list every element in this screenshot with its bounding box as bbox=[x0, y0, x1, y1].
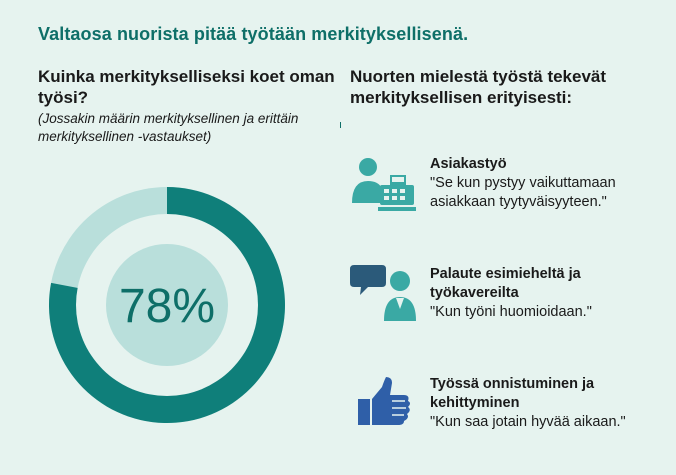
right-column bbox=[350, 66, 670, 108]
reason-quote: "Kun työni huomioidaan." bbox=[430, 304, 592, 320]
reason-text bbox=[430, 375, 670, 432]
donut-value-label: 78% bbox=[118, 280, 216, 333]
reasons-title: Nuorten mielestä työstä tekevät merkityksellisen erityisesti: bbox=[350, 67, 607, 107]
reason-label: Asiakastyö bbox=[430, 156, 507, 172]
feedback-speech-icon bbox=[350, 265, 418, 325]
thumbs-up-icon bbox=[350, 375, 418, 435]
reason-text bbox=[430, 155, 670, 212]
column-divider bbox=[340, 122, 341, 128]
page-title: Valtaosa nuorista pitää työtään merkityksellisenä. bbox=[38, 24, 469, 44]
question-subtitle: (Jossakin määrin merkityksellinen ja erittäin merkityksellinen -vastaukset) bbox=[38, 111, 299, 144]
reason-quote: "Se kun pystyy vaikuttamaan asiakkaan tyytyväisyyteen." bbox=[430, 175, 616, 210]
reason-text bbox=[430, 265, 670, 322]
cashier-icon bbox=[350, 155, 418, 215]
reason-label: Työssä onnistuminen ja kehittyminen bbox=[430, 376, 595, 411]
question-title: Kuinka merkitykselliseksi koet oman työsi? bbox=[38, 67, 335, 107]
reason-quote: "Kun saa jotain hyvää aikaan." bbox=[430, 414, 626, 430]
reason-label: Palaute esimieheltä ja työkavereilta bbox=[430, 266, 581, 301]
